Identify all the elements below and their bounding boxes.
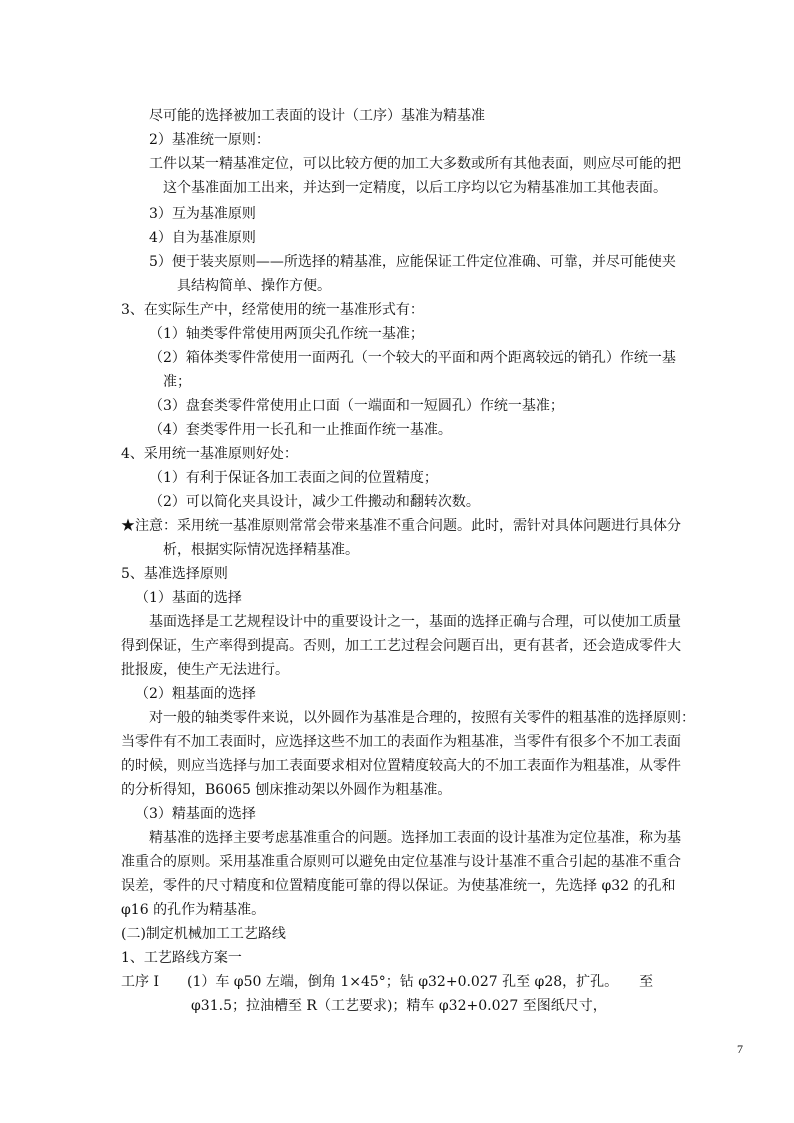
text-line: 得到保证，生产率得到提高。否则，加工工艺过程会问题百出，更有甚者，还会造成零件大 [121, 638, 681, 654]
text-line: 工件以某一精基准定位，可以比较方便的加工大多数或所有其他表面，则应尽可能的把 [149, 156, 681, 172]
subheading: （2）粗基面的选择 [135, 686, 256, 702]
text-line: φ16 的孔作为精基准。 [121, 902, 266, 918]
text-line: 的分析得知，B6065 刨床推动架以外圆作为粗基准。 [121, 782, 452, 798]
text-line: 基面选择是工艺规程设计中的重要设计之一，基面的选择正确与合理，可以使加工质量 [149, 614, 681, 630]
text-line: （1）轴类零件常使用两顶尖孔作统一基准； [149, 326, 424, 342]
section-heading: (二)制定机械加工工艺路线 [121, 926, 286, 942]
subheading: （3）精基面的选择 [135, 806, 256, 822]
subheading: （1）基面的选择 [135, 590, 242, 606]
heading-5: 5、基准选择原则 [121, 566, 228, 582]
note-line: ★注意：采用统一基准原则常常会带来基准不重合问题。此时，需针对具体问题进行具体分 [121, 518, 681, 534]
heading-4: 4、采用统一基准原则好处： [121, 446, 298, 462]
subheading: 1、工艺路线方案一 [121, 950, 242, 966]
text-line: 2）基准统一原则： [149, 132, 270, 148]
page-number: 7 [737, 1042, 743, 1056]
text-line: 尽可能的选择被加工表面的设计（工序）基准为精基准 [149, 108, 485, 124]
heading-3: 3、在实际生产中，经常使用的统一基准形式有： [121, 302, 424, 318]
text-line: 具结构简单、操作方便。 [177, 278, 331, 294]
text-line: 误差，零件的尺寸精度和位置精度能可靠的得以保证。为使基准统一，先选择 φ32 的孔和 [121, 878, 676, 894]
text-line: 精基准的选择主要考虑基准重合的问题。选择加工表面的设计基准为定位基准，称为基 [149, 830, 681, 846]
text-line: 对一般的轴类零件来说，以外圆作为基准是合理的，按照有关零件的粗基准的选择原则： [149, 710, 695, 726]
text-line: （1）有利于保证各加工表面之间的位置精度； [149, 470, 438, 486]
text-line: 4）自为基准原则 [149, 230, 256, 246]
text-line: φ31.5；拉油槽至 R（工艺要求)；精车 φ32+0.027 至图纸尺寸， [191, 998, 607, 1014]
text-line: （4）套类零件用一长孔和一止推面作统一基准。 [149, 422, 452, 438]
text-line: 准； [163, 374, 191, 390]
text-line: 准重合的原则。采用基准重合原则可以避免由定位基准与设计基准不重合引起的基准不重合 [121, 854, 681, 870]
note-line: 析，根据实际情况选择精基准。 [163, 542, 359, 558]
text-line: 工序 I (1）车 φ50 左端，倒角 1×45°；钻 φ32+0.027 孔至 φ28，扩孔。 至 [121, 974, 654, 990]
text-line: 的时候，则应当选择与加工表面要求相对位置精度较高大的不加工表面作为粗基准，从零件 [121, 758, 681, 774]
text-line: 当零件有不加工表面时，应选择这些不加工的表面作为粗基准，当零件有很多个不加工表面 [121, 734, 681, 750]
text-line: 这个基准面加工出来，并达到一定精度，以后工序均以它为精基准加工其他表面。 [163, 180, 667, 196]
text-line: 批报废，使生产无法进行。 [121, 662, 289, 678]
text-line: （2）箱体类零件常使用一面两孔（一个较大的平面和两个距离较远的销孔）作统一基 [149, 350, 676, 366]
text-line: （2）可以简化夹具设计，减少工件搬动和翻转次数。 [149, 494, 480, 510]
text-line: （3）盘套类零件常使用止口面（一端面和一短圆孔）作统一基准； [149, 398, 564, 414]
text-line: 5）便于装夹原则——所选择的精基准，应能保证工件定位准确、可靠，并尽可能使夹 [149, 254, 676, 270]
text-line: 3）互为基准原则 [149, 206, 256, 222]
